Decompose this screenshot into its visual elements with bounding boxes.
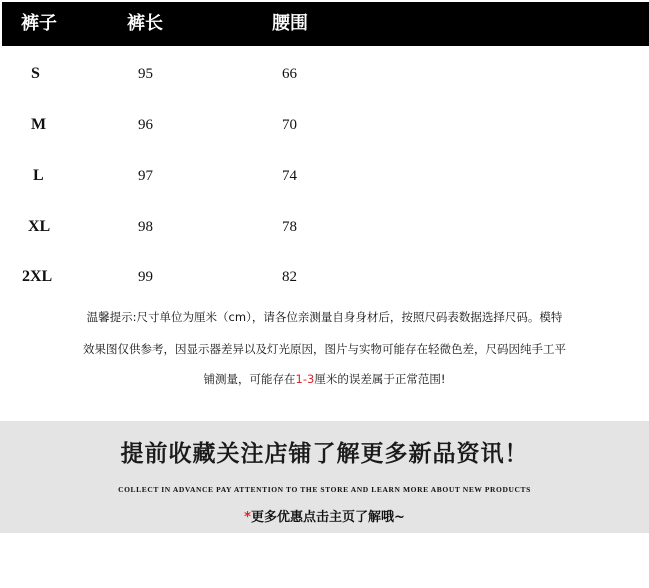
size-cell: M — [31, 116, 47, 133]
size-cell: XL — [28, 218, 51, 235]
follow-store-banner — [0, 421, 649, 533]
table-row — [0, 110, 649, 140]
size-note-line-2: 效果图仅供参考，因显示器差异以及灯光原因，图片与实物可能存在轻微色差，尺码因纯手工平 — [83, 342, 566, 356]
table-row — [0, 59, 649, 89]
note-label: 温馨提示: — [86, 310, 137, 324]
length-cell: 96 — [138, 117, 153, 133]
banner-star: * — [244, 510, 251, 525]
header-length-label: 裤长 — [127, 13, 163, 34]
banner-cta-text: 更多优惠点击主页了解哦~ — [250, 510, 405, 525]
size-note-line-3 — [0, 371, 649, 387]
size-note-line-1 — [0, 309, 649, 325]
note-text: 厘米的误差属于正常范围! — [314, 372, 446, 386]
waist-cell: 74 — [282, 168, 297, 184]
table-row — [0, 212, 649, 242]
waist-cell: 66 — [282, 66, 297, 82]
header-size-label: 裤子 — [21, 13, 57, 34]
length-cell: 98 — [138, 219, 153, 235]
note-text: 铺测量，可能存在 — [203, 372, 296, 386]
size-cell: 2XL — [22, 268, 53, 285]
banner-title: 提前收藏关注店铺了解更多新品资讯！ — [120, 440, 529, 467]
length-cell: 99 — [138, 269, 153, 285]
waist-cell: 78 — [282, 219, 297, 235]
banner-cta[interactable] — [0, 506, 649, 525]
size-table-header — [2, 2, 649, 46]
banner-subtitle: COLLECT IN ADVANCE PAY ATTENTION TO THE STORE AND LEARN MORE ABOUT NEW PRODUCTS — [118, 485, 531, 494]
length-cell: 97 — [138, 168, 153, 184]
table-row — [0, 262, 649, 292]
waist-cell: 82 — [282, 269, 297, 285]
waist-cell: 70 — [282, 117, 297, 133]
note-text: 尺寸单位为厘米（cm），请各位亲测量自身身材后，按照尺码表数据选择尺码。模特 — [136, 310, 563, 324]
size-cell: S — [31, 65, 40, 82]
table-row — [0, 161, 649, 191]
header-waist-label: 腰围 — [272, 13, 308, 34]
note-highlight: 1-3 — [295, 372, 315, 386]
length-cell: 95 — [138, 66, 153, 82]
size-cell: L — [33, 167, 44, 184]
